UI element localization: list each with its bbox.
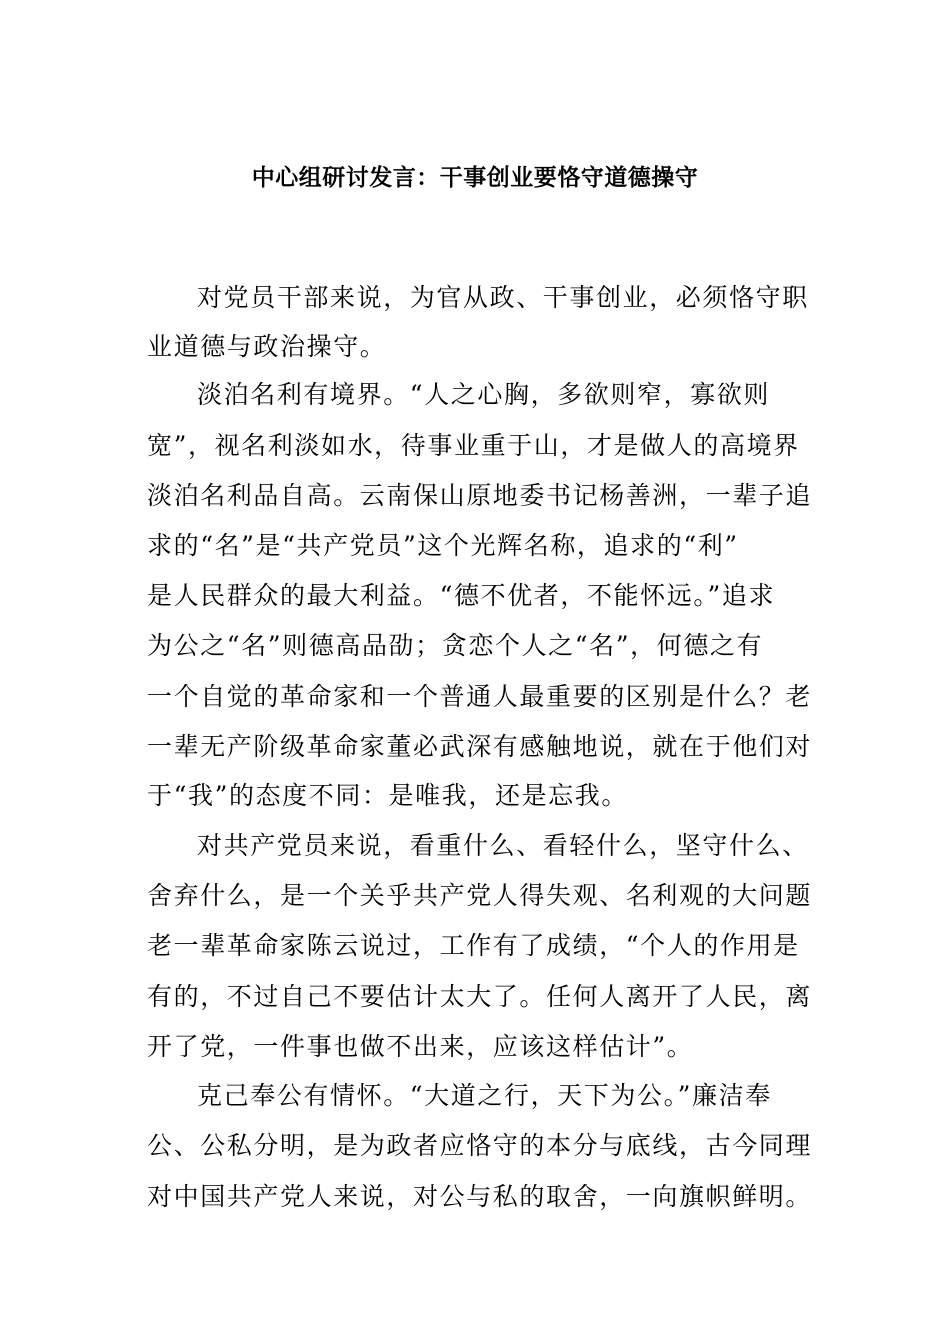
paragraph-line: 公、公私分明，是为政者应恪守的本分与底线，古今同理 (147, 1131, 813, 1160)
paragraph-line: 克己奉公有情怀。“大道之行，天下为公。”廉洁奉 (197, 1081, 772, 1110)
paragraph-line: 有的，不过自己不要估计太大了。任何人离开了人民，离 (147, 982, 813, 1011)
paragraph-line: 为公之“名”则德高品劭；贪恋个人之“名”，何德之有 (147, 631, 764, 660)
paragraph-line: 求的“名”是“共产党员”这个光辉名称，追求的“利” (147, 531, 739, 560)
paragraph-line: 开了党，一件事也做不出来，应该这样估计”。 (147, 1032, 694, 1061)
paragraph-line: 业道德与政治操守。 (147, 332, 387, 361)
paragraph-line: 淡泊名利品自高。云南保山原地委书记杨善洲，一辈子追 (147, 481, 813, 510)
paragraph-line: 宽”，视名利淡如水，待事业重于山，才是做人的高境界 (147, 431, 800, 460)
paragraph-line: 对党员干部来说，为官从政、干事创业，必须恪守职 (197, 283, 809, 312)
paragraph-line: 一个自觉的革命家和一个普通人最重要的区别是什么？老 (147, 682, 813, 711)
paragraph-line: 淡泊名利有境界。“人之心胸，多欲则窄，寡欲则 (197, 380, 770, 409)
paragraph-line: 对中国共产党人来说，对公与私的取舍，一向旗帜鲜明。 (147, 1182, 813, 1211)
paragraph-line: 对共产党员来说，看重什么、看轻什么，坚守什么、 (197, 831, 809, 860)
paragraph-line: 一辈无产阶级革命家董必武深有感触地说，就在于他们对 (147, 732, 813, 761)
paragraph-line: 老一辈革命家陈云说过，工作有了成绩，“个人的作用是 (147, 931, 800, 960)
paragraph-line: 于“我”的态度不同：是唯我，还是忘我。 (147, 781, 628, 810)
document-title: 中心组研讨发言：干事创业要恪守道德操守 (251, 165, 699, 191)
paragraph-line: 是人民群众的最大利益。“德不优者，不能怀远。”追求 (147, 581, 776, 610)
paragraph-line: 舍弃什么，是一个关乎共产党人得失观、名利观的大问题 (147, 881, 813, 910)
